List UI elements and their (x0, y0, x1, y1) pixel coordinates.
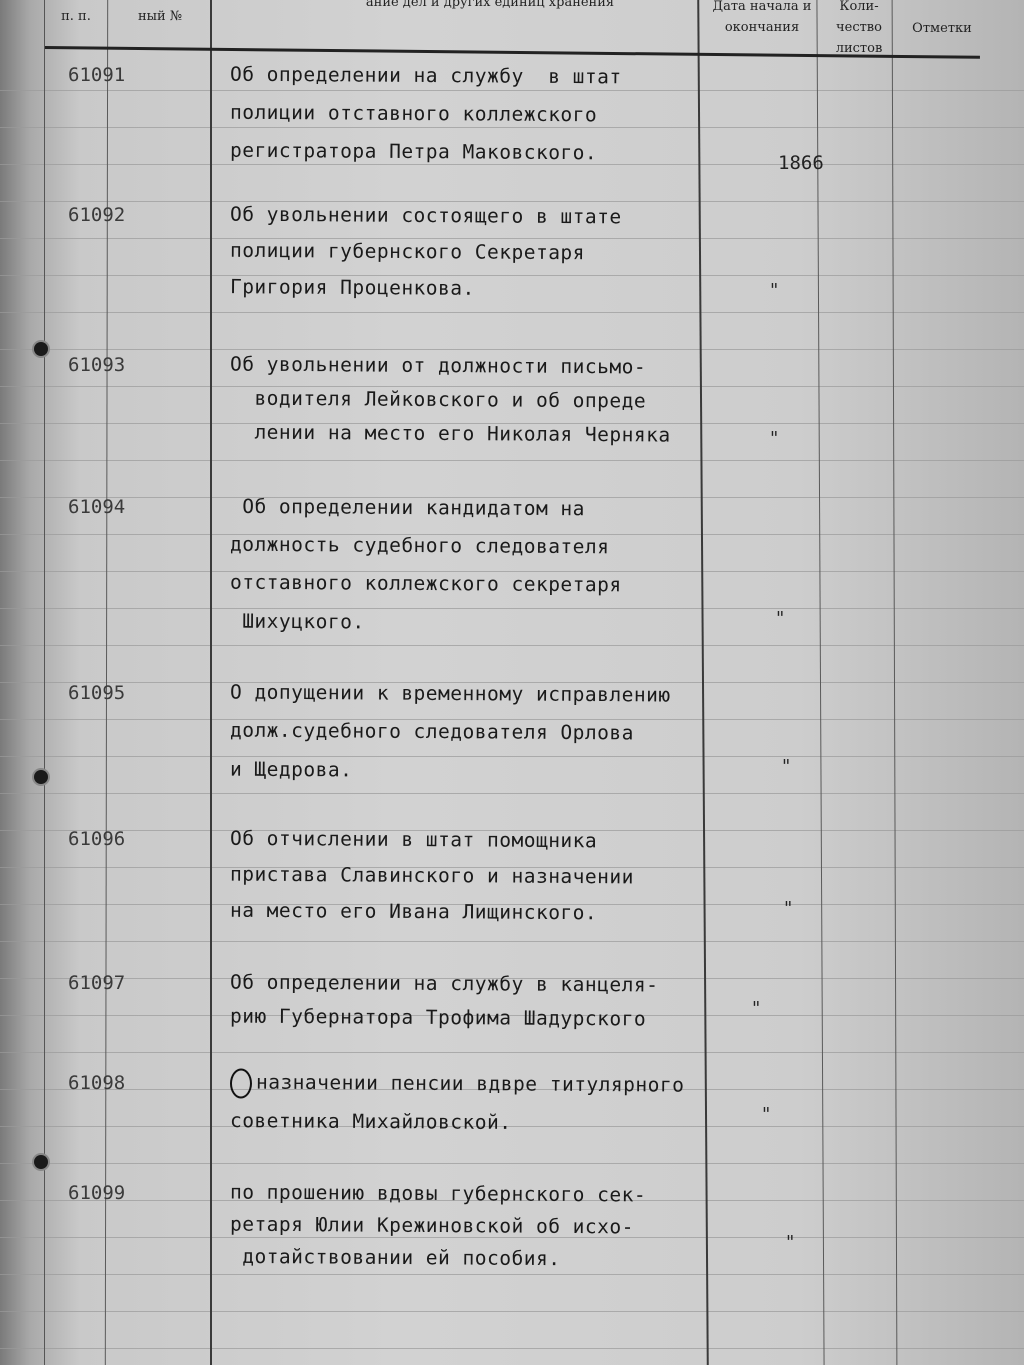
ditto-mark: " (782, 756, 791, 777)
header-col-sheets: Коли- чество листов (835, 0, 883, 56)
entry-text-line: Об увольнении от должности письмо- (229, 352, 647, 379)
ditto-mark: " (786, 1232, 795, 1253)
ruled-line (0, 275, 1024, 276)
ruled-line (0, 1052, 1024, 1053)
ditto-mark: " (770, 428, 779, 449)
entry-text-line: Об увольнении состоящего в штате (229, 202, 622, 229)
entry-text-line: советника Михайловской. (229, 1109, 512, 1134)
ruled-line (0, 608, 1024, 609)
column-divider-2 (210, 0, 212, 1365)
ruled-line (0, 645, 1024, 646)
ruled-line (0, 460, 1024, 461)
entry-text-line: полиции губернского Секретаря (229, 238, 586, 265)
ditto-mark: " (784, 898, 793, 919)
entry-text-line: долж.судебного следователя Орлова (229, 718, 634, 745)
handwritten-o-icon (230, 1068, 252, 1098)
entry-text-line: на место его Ивана Лищинского. (229, 898, 598, 925)
entry-number: 61098 (68, 1072, 126, 1094)
entry-text-line: и Щедрова. (229, 757, 353, 782)
header-col-inventory: ный № (137, 9, 183, 24)
entry-number: 61091 (68, 64, 126, 86)
entry-text-line: водителя Лейковского и об опреде (229, 386, 647, 413)
entry-number: 61092 (68, 204, 126, 226)
entry-text-line: должность судебного следователя (229, 532, 610, 559)
binder-hole-icon (34, 770, 48, 784)
entry-text-line: ретаря Юлии Крежиновской об исхо- (229, 1212, 634, 1239)
ruled-line (0, 793, 1024, 794)
entry-number: 61094 (68, 496, 126, 518)
ruled-line (0, 1348, 1024, 1349)
entry-text-line: отставного коллежского секретаря (229, 570, 622, 597)
ditto-mark: " (776, 608, 785, 629)
entry-text-line: рию Губернатора Трофима Шадурского (229, 1004, 647, 1031)
ruled-line (0, 941, 1024, 942)
ruled-line (0, 756, 1024, 757)
header-col-title: ание дел и других единиц хранения (365, 0, 615, 10)
entry-text-line: Григория Проценкова. (229, 275, 475, 300)
header-col-notes: Отметки (912, 21, 972, 36)
entry-text-line: Об определении кандидатом на (229, 494, 586, 521)
entry-number: 61099 (68, 1182, 126, 1204)
entry-number: 61093 (68, 354, 126, 376)
ruled-line (0, 1163, 1024, 1164)
entry-text-line: по прошению вдовы губернского сек- (229, 1180, 647, 1207)
entry-text-line: Об определении на службу в штат (229, 62, 622, 89)
entry-text-line: О допущении к временному исправлению (229, 680, 671, 707)
ruled-line (0, 1126, 1024, 1127)
binder-hole-icon (34, 1155, 48, 1169)
header-col-number: п. п. (61, 9, 91, 24)
ditto-mark: " (770, 280, 779, 301)
entry-text-line: полиции отставного коллежского (229, 100, 598, 127)
header-col-dates: Дата начала и окончания (712, 0, 812, 35)
entry-text-line: Об определении на службу в канцеля- (229, 970, 659, 997)
year-1866: 1866 (778, 152, 824, 174)
entry-text-line: пристава Славинского и назначении (229, 862, 634, 889)
entry-text-line: дотайствовании ей пособия. (229, 1244, 561, 1271)
entry-number: 61097 (68, 972, 126, 994)
ditto-mark: " (752, 998, 761, 1019)
entry-number: 61095 (68, 682, 126, 704)
entry-text-line: регистратора Петра Маковского. (229, 138, 598, 165)
ditto-mark: " (762, 1104, 771, 1125)
ruled-line (0, 312, 1024, 313)
entry-text-line: назначении пенсии вдвре титулярного (230, 1064, 685, 1102)
entry-text-line: Шихуцкого. (229, 609, 365, 634)
entry-number: 61096 (68, 828, 126, 850)
entry-text-line: лении на место его Николая Черняка (229, 420, 671, 447)
entry-text-line: Об отчислении в штат помощника (229, 826, 598, 853)
ruled-line (0, 1311, 1024, 1312)
binder-hole-icon (34, 342, 48, 356)
